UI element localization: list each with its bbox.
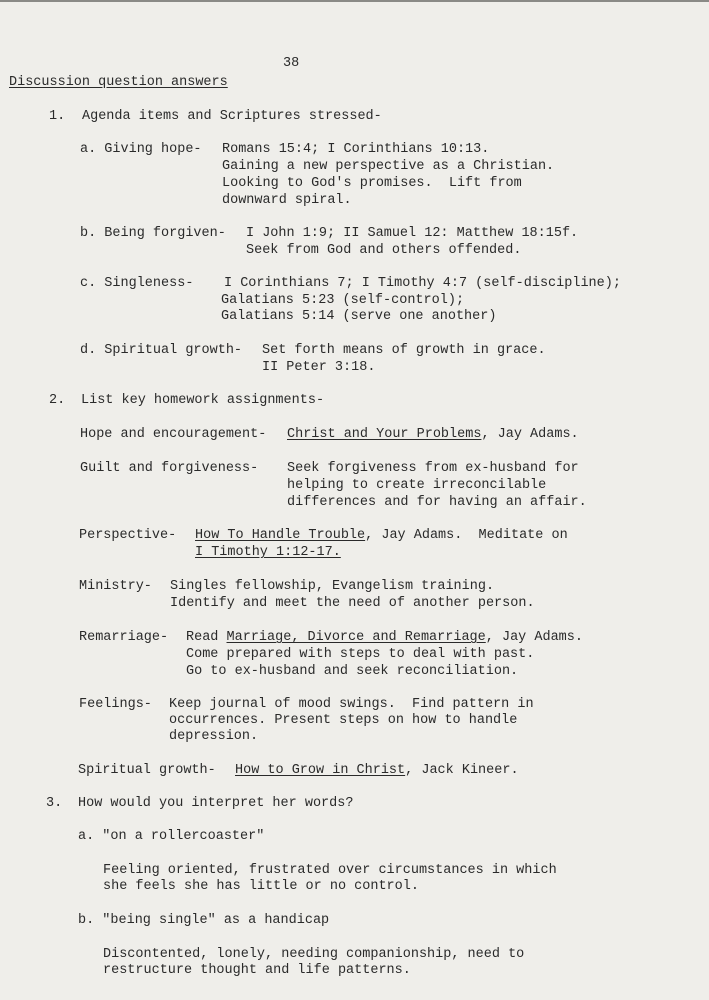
remarriage-book-author: , Jay Adams. bbox=[485, 630, 583, 645]
hope-assignment bbox=[287, 426, 579, 443]
q1d-line: II Peter 3:18. bbox=[262, 360, 376, 375]
guilt-line: helping to create irreconcilable bbox=[287, 478, 547, 493]
perspective-book-rest: , Jay Adams. Meditate on bbox=[365, 528, 568, 543]
remarriage-label: Remarriage- bbox=[79, 630, 169, 645]
page-number: 38 bbox=[283, 56, 300, 71]
q1c-line: I Corinthians 7; I Timothy 4:7 (self-discipline); bbox=[224, 276, 621, 291]
q1c-line: Galatians 5:23 (self-control); bbox=[221, 293, 465, 308]
perspective-scripture: I Timothy 1:12-17. bbox=[195, 545, 341, 560]
hope-label: Hope and encouragement- bbox=[80, 427, 267, 442]
q2-number: 2. bbox=[49, 393, 66, 408]
q3b-line: Discontented, lonely, needing companionship, need to bbox=[103, 947, 525, 962]
guilt-label: Guilt and forgiveness- bbox=[80, 461, 259, 476]
remarriage-read: Read bbox=[186, 630, 227, 645]
ministry-line: Singles fellowship, Evangelism training. bbox=[170, 579, 495, 594]
remarriage-line: Come prepared with steps to deal with past. bbox=[186, 647, 535, 662]
q3b-label: b. "being single" as a handicap bbox=[78, 913, 330, 928]
feelings-line: depression. bbox=[169, 729, 259, 744]
q3-title: How would you interpret her words? bbox=[78, 796, 354, 811]
q3a-label: a. "on a rollercoaster" bbox=[78, 829, 265, 844]
ministry-line: Identify and meet the need of another person. bbox=[170, 596, 535, 611]
q1d-label: d. Spiritual growth- bbox=[80, 343, 243, 358]
q1c-label: c. Singleness- bbox=[80, 276, 194, 291]
q1a-refs: Romans 15:4; I Corinthians 10:13. bbox=[222, 142, 490, 157]
page-top-edge bbox=[0, 0, 709, 2]
growth-label: Spiritual growth- bbox=[78, 763, 216, 778]
q1b-line: Seek from God and others offended. bbox=[246, 243, 522, 258]
q1-title: Agenda items and Scriptures stressed- bbox=[82, 109, 382, 124]
hope-book-author: , Jay Adams. bbox=[481, 427, 579, 442]
feelings-line: Keep journal of mood swings. Find pattern in bbox=[169, 697, 534, 712]
perspective-label: Perspective- bbox=[79, 528, 177, 543]
q1a-label: a. Giving hope- bbox=[80, 142, 202, 157]
feelings-line: occurrences. Present steps on how to handle bbox=[169, 713, 518, 728]
q1d-line: Set forth means of growth in grace. bbox=[262, 343, 546, 358]
q1-number: 1. bbox=[49, 109, 66, 124]
q1c-line: Galatians 5:14 (serve one another) bbox=[221, 309, 497, 324]
guilt-line: Seek forgiveness from ex-husband for bbox=[287, 461, 579, 476]
guilt-line: differences and for having an affair. bbox=[287, 495, 587, 510]
section-heading: Discussion question answers bbox=[9, 75, 228, 90]
hope-book-title: Christ and Your Problems bbox=[287, 427, 482, 442]
q2-title: List key homework assignments- bbox=[81, 393, 325, 408]
q3a-line: Feeling oriented, frustrated over circumstances in which bbox=[103, 863, 557, 878]
remarriage-line: Go to ex-husband and seek reconciliation. bbox=[186, 664, 519, 679]
feelings-label: Feelings- bbox=[79, 697, 152, 712]
growth-book-author: , Jack Kineer. bbox=[405, 763, 519, 778]
q1a-line: downward spiral. bbox=[222, 193, 352, 208]
growth-assignment bbox=[235, 762, 519, 779]
q3-number: 3. bbox=[46, 796, 63, 811]
growth-book-title: How to Grow in Christ bbox=[235, 763, 406, 778]
q1b-refs: I John 1:9; II Samuel 12: Matthew 18:15f. bbox=[246, 226, 579, 241]
remarriage-assignment bbox=[186, 629, 583, 646]
q1b-label: b. Being forgiven- bbox=[80, 226, 226, 241]
q1a-line: Gaining a new perspective as a Christian. bbox=[222, 159, 555, 174]
q3a-line: she feels she has little or no control. bbox=[103, 879, 419, 894]
remarriage-book-title: Marriage, Divorce and Remarriage bbox=[226, 630, 486, 645]
perspective-book-title: How To Handle Trouble bbox=[195, 528, 366, 543]
q1a-line: Looking to God's promises. Lift from bbox=[222, 176, 522, 191]
perspective-assignment bbox=[195, 527, 568, 544]
ministry-label: Ministry- bbox=[79, 579, 152, 594]
q3b-line: restructure thought and life patterns. bbox=[103, 963, 411, 978]
